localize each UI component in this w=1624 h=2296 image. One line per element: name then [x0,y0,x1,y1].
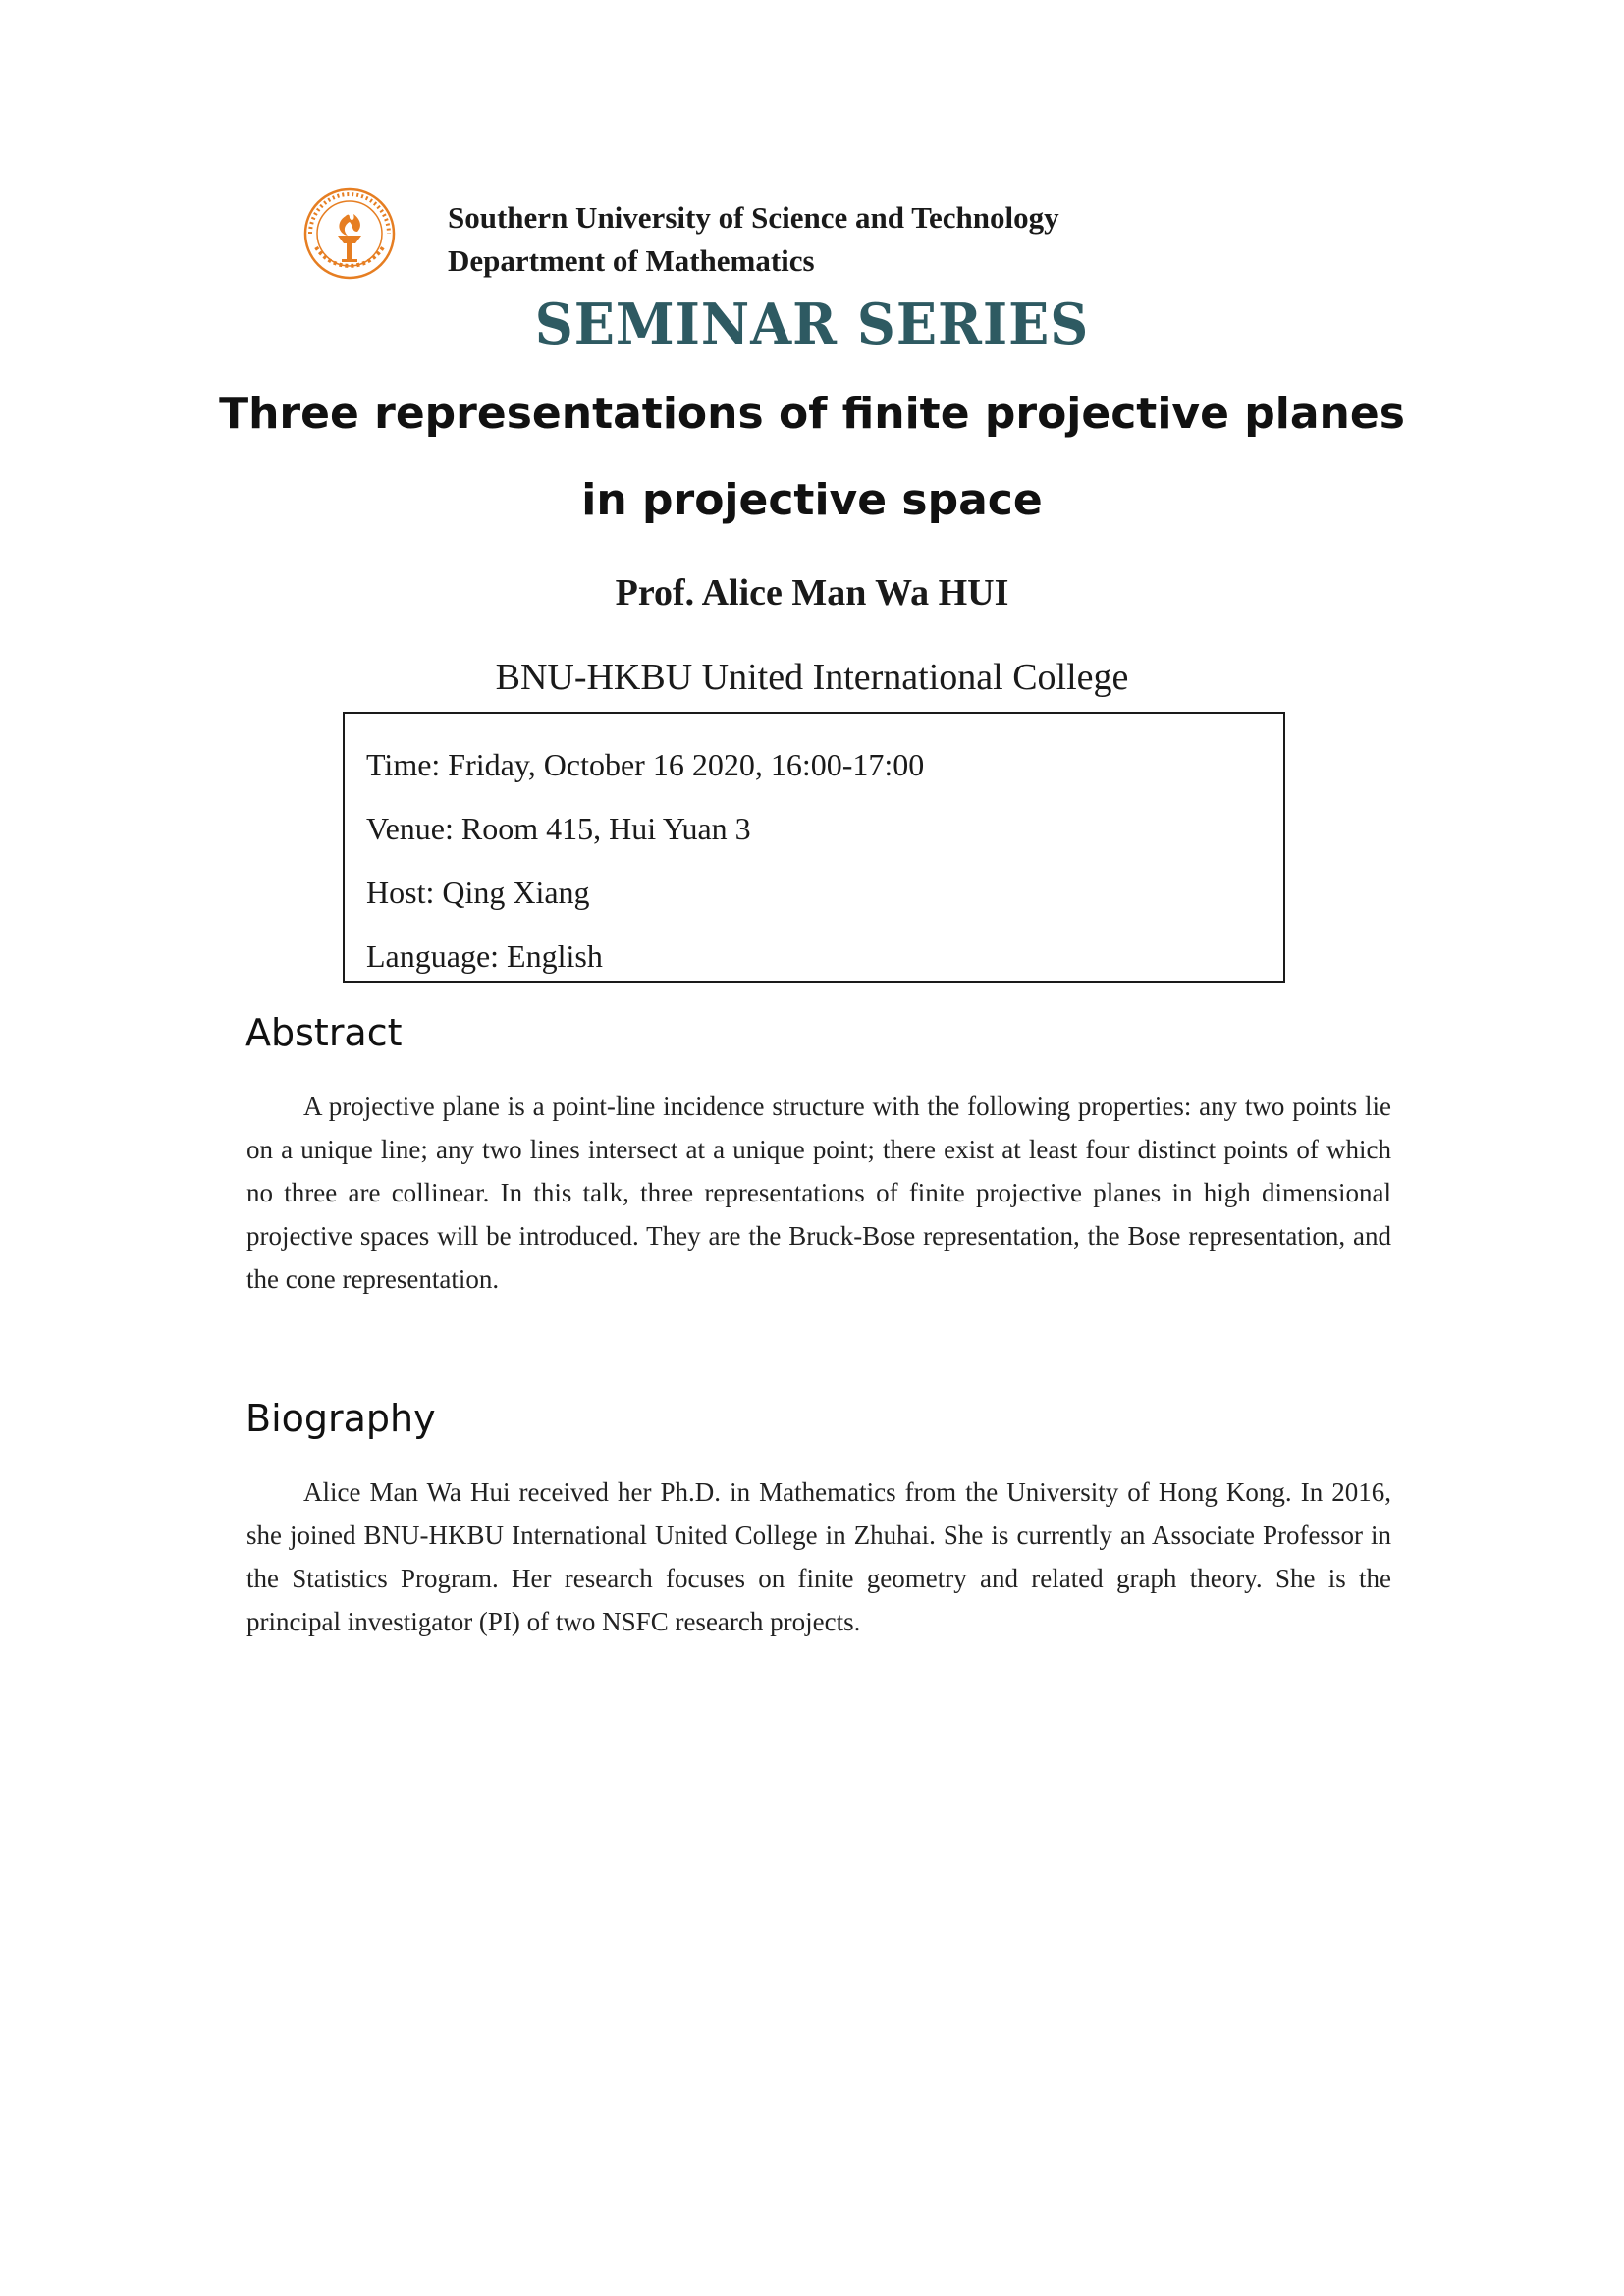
event-language: Language: English [366,938,603,974]
talk-title-line-1: Three representations of finite projective planes [219,389,1405,439]
talk-title [0,371,1624,544]
institution-header [448,196,1059,283]
speaker-affiliation: BNU-HKBU United International College [495,657,1129,698]
biography-heading: Biography [245,1397,436,1440]
event-venue: Venue: Room 415, Hui Yuan 3 [366,811,751,846]
department-name: Department of Mathematics [448,243,815,278]
talk-title-line-2: in projective space [581,475,1043,525]
event-details-box [343,712,1285,983]
abstract-text: A projective plane is a point-line incidence structure with the following properties: any two points lie on a unique line; any two lines intersect at a unique point; there exist at least four distinct points of which no three are collinear. In this talk, three representations of finite projective planes in high dimensional projective spaces will be introduced. They are the Bruck-Bose representation, the Bose representation, and the cone representation. [246,1092,1391,1294]
seminar-series-title: SEMINAR SERIES [534,291,1090,357]
event-host: Host: Qing Xiang [366,875,590,910]
speaker-name: Prof. Alice Man Wa HUI [615,572,1009,614]
biography-text: Alice Man Wa Hui received her Ph.D. in Mathematics from the University of Hong Kong. In 2016, she joined BNU-HKBU International United College in Zhuhai. She is currently an Associate Professor in the Statistics Program. Her research focuses on finite geometry and related graph theory. She is the principal investigator (PI) of two NSFC research projects. [246,1477,1391,1636]
university-seal-icon [302,187,397,281]
event-time: Time: Friday, October 16 2020, 16:00-17:00 [366,747,925,782]
abstract-heading: Abstract [245,1011,403,1054]
university-name: Southern University of Science and Technology [448,200,1059,235]
